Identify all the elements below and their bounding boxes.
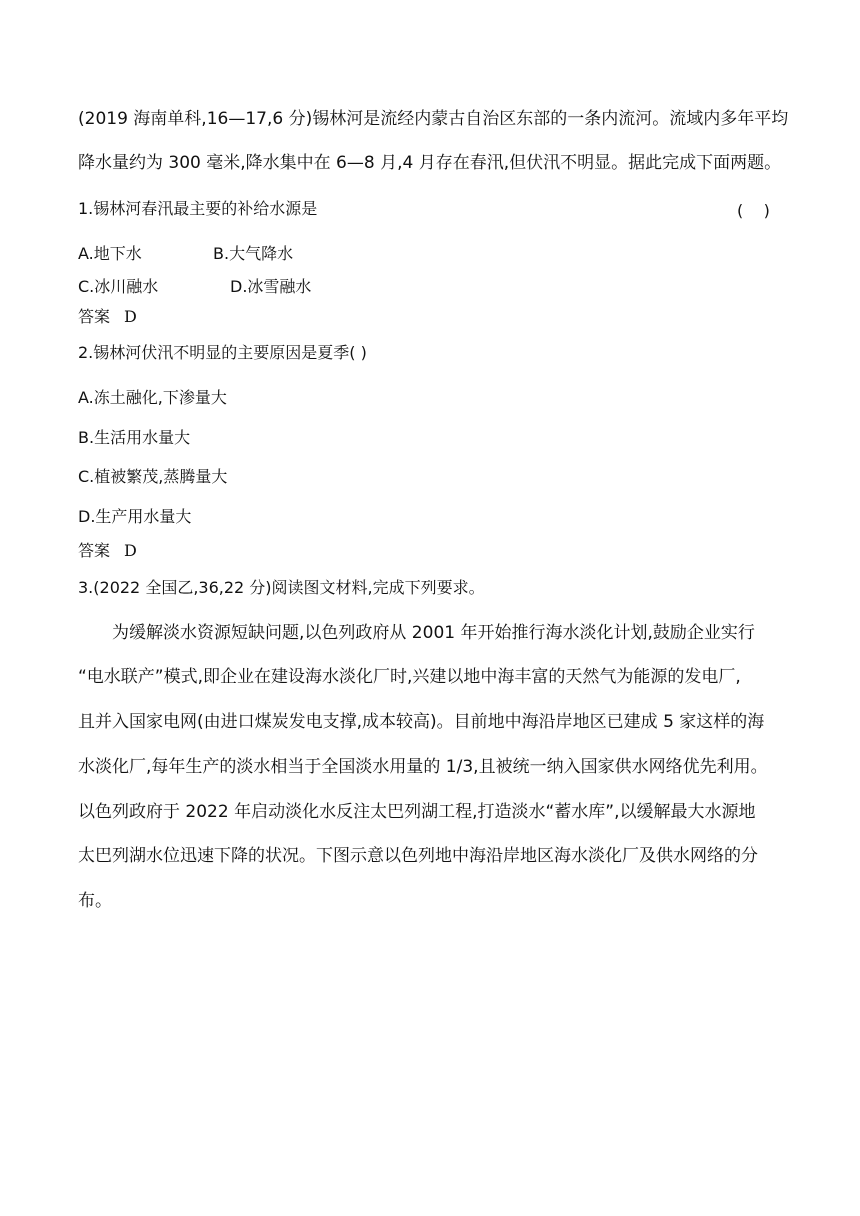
question-1-stem: 1.锡林河春汛最主要的补给水源是 — [78, 199, 318, 218]
material-line-2: “电水联产”模式,即企业在建设海水淡化厂时,兴建以地中海丰富的天然气为能源的发电厂, — [78, 667, 741, 687]
material-line-3: 且并入国家电网(由进口煤炭发电支撑,成本较高)。目前地中海沿岸地区已建成 5 家这样的海 — [78, 712, 765, 732]
answer-label: 答案 — [78, 541, 111, 560]
question-2-option-d: D.生产用水量大 — [78, 507, 192, 526]
material-line-7: 布。 — [78, 891, 112, 911]
material-line-4: 水淡化厂,每年生产的淡水相当于全国淡水用量的 1/3,且被统一纳入国家供水网络优先利用。 — [78, 757, 768, 777]
answer-value: D — [124, 307, 137, 326]
question-1-option-b: B.大气降水 — [213, 244, 294, 263]
answer-value: D — [124, 541, 137, 560]
question-1-option-a: A.地下水 — [78, 244, 142, 263]
question-2-stem: 2.锡林河伏汛不明显的主要原因是夏季( ) — [78, 343, 367, 362]
question-2-option-c: C.植被繁茂,蒸腾量大 — [78, 467, 228, 486]
question-2-option-b: B.生活用水量大 — [78, 428, 191, 447]
question-2-answer — [78, 543, 137, 559]
material-line-5: 以色列政府于 2022 年启动淡化水反注太巴列湖工程,打造淡水“蓄水库”,以缓解最大水源地 — [78, 802, 756, 822]
question-1-answer — [78, 309, 137, 325]
material-line-1: 为缓解淡水资源短缺问题,以色列政府从 2001 年开始推行海水淡化计划,鼓励企业实行 — [112, 623, 755, 643]
question-3-stem: 3.(2022 全国乙,36,22 分)阅读图文材料,完成下列要求。 — [78, 578, 485, 597]
question-1-option-d: D.冰雪融水 — [230, 277, 312, 296]
material-line-6: 太巴列湖水位迅速下降的状况。下图示意以色列地中海沿岸地区海水淡化厂及供水网络的分 — [78, 846, 758, 866]
question-1-option-c: C.冰川融水 — [78, 277, 159, 296]
intro-line-2: 降水量约为 300 毫米,降水集中在 6—8 月,4 月存在春汛,但伏汛不明显。据此完成下面两题。 — [78, 153, 782, 173]
intro-line-1: (2019 海南单科,16—17,6 分)锡林河是流经内蒙古自治区东部的一条内流河。流域内多年平均 — [78, 109, 789, 129]
answer-label: 答案 — [78, 307, 111, 326]
question-1-answer-blank: ( ) — [737, 201, 770, 220]
question-2-option-a: A.冻土融化,下渗量大 — [78, 388, 227, 407]
